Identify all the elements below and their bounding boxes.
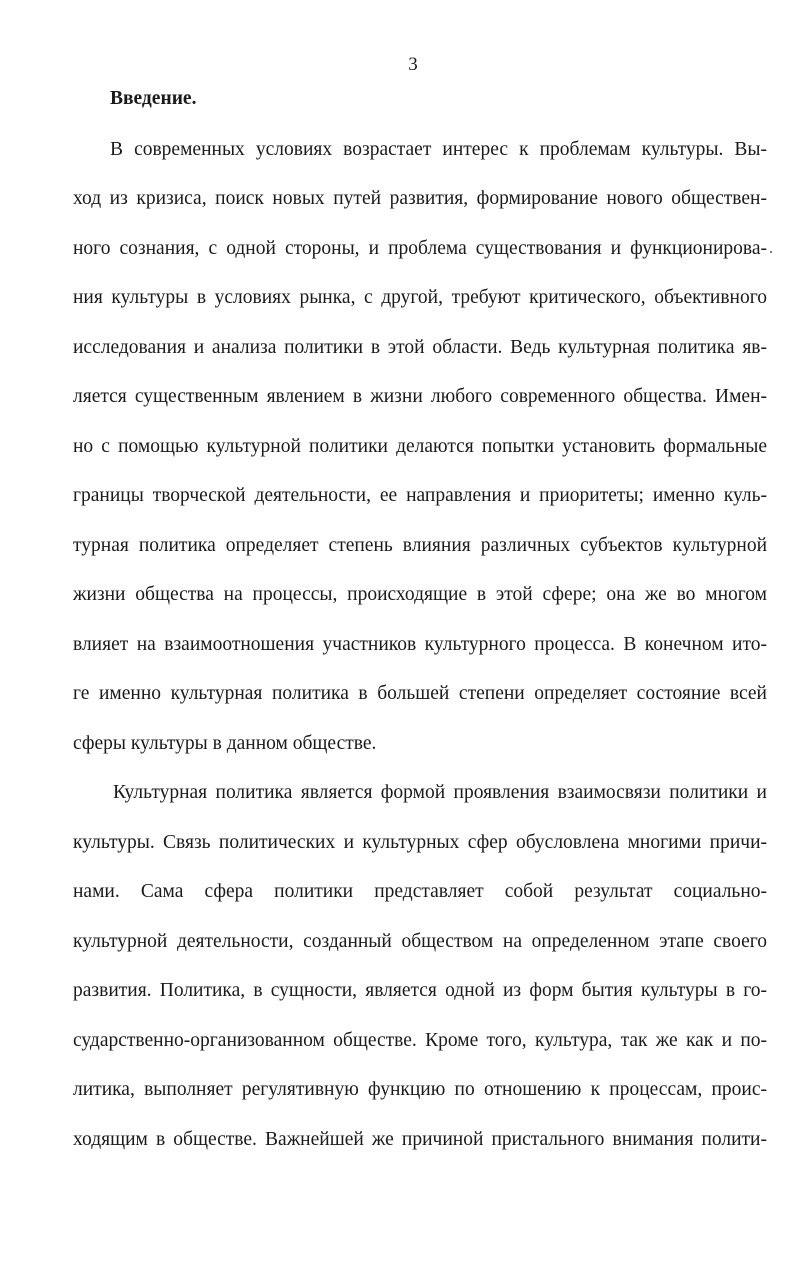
page-number: 3 [408, 54, 418, 75]
text-line: ге именно культурная политика в большей степени определяет состояние всей [73, 683, 767, 704]
text-line: ляется существенным явлением в жизни любого современного общества. Имен- [73, 386, 767, 407]
text-line: сударственно-организованном обществе. Кроме того, культура, так же как и по- [73, 1030, 767, 1051]
text-line: культуры. Связь политических и культурных сфер обусловлена многими причи- [73, 832, 767, 853]
text-line: ход из кризиса, поиск новых путей развития, формирование нового обществен- [73, 188, 767, 209]
text-line: литика, выполняет регулятивную функцию по отношению к процессам, проис- [73, 1079, 767, 1100]
text-line: исследования и анализа политики в этой области. Ведь культурная политика яв- [73, 337, 767, 358]
text-line: развития. Политика, в сущности, является одной из форм бытия культуры в го- [73, 980, 767, 1001]
section-heading: Введение. [110, 88, 197, 109]
text-line: но с помощью культурной политики делаются попытки установить формальные [73, 436, 767, 457]
text-line: Культурная политика является формой проявления взаимосвязи политики и [113, 782, 767, 803]
text-line: турная политика определяет степень влияния различных субъектов культурной [73, 535, 767, 556]
scan-speck [770, 251, 772, 253]
text-line: границы творческой деятельности, ее направления и приоритеты; именно куль- [73, 485, 767, 506]
text-line: влияет на взаимоотношения участников культурного процесса. В конечном ито- [73, 634, 767, 655]
text-line: ного сознания, с одной стороны, и проблема существования и функционирова- [73, 238, 767, 259]
text-line: жизни общества на процессы, происходящие в этой сфере; она же во многом [73, 584, 767, 605]
text-line: сферы культуры в данном обществе. [73, 733, 377, 754]
text-line: нами. Сама сфера политики представляет собой результат социально- [73, 881, 767, 902]
text-line: В современных условиях возрастает интерес к проблемам культуры. Вы- [110, 139, 767, 160]
text-line: ния культуры в условиях рынка, с другой, требуют критического, объективного [73, 287, 767, 308]
text-line: культурной деятельности, созданный обществом на определенном этапе своего [73, 931, 767, 952]
text-line: ходящим в обществе. Важнейшей же причиной пристального внимания полити- [73, 1129, 767, 1150]
